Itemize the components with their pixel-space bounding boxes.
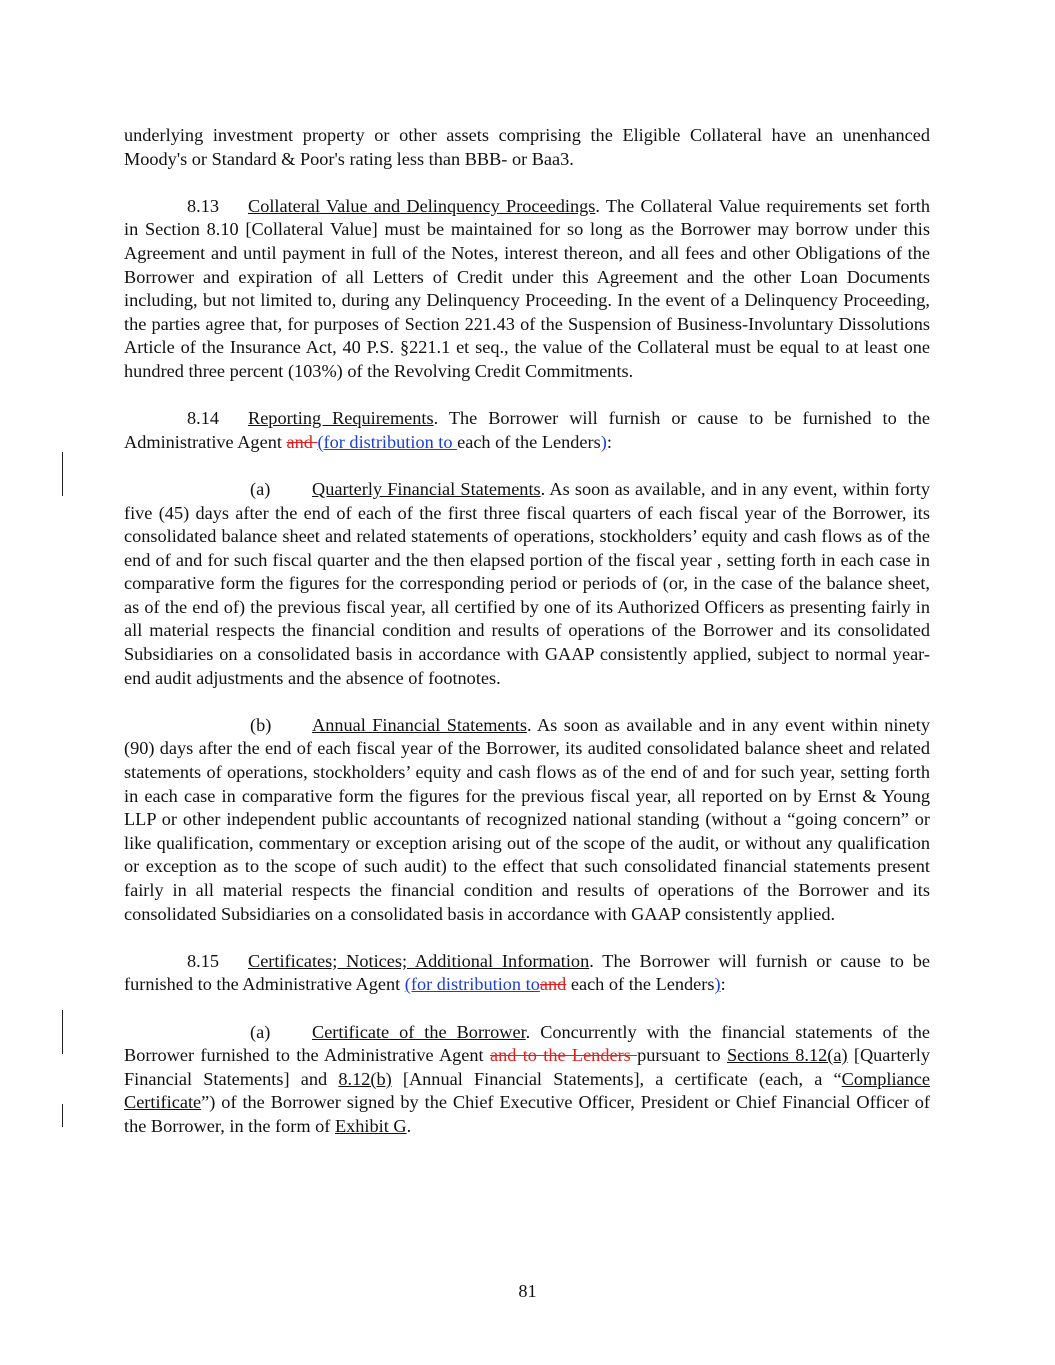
inserted-text: (for distribution to [404,974,540,995]
subsection-body: . [406,1115,412,1136]
section-title: Collateral Value and Delinquency Proceedings [248,195,596,216]
subsection-8-14-b [124,714,930,926]
section-body: each of the Lenders [566,974,715,995]
deleted-text: and [539,974,567,995]
section-8-14 [124,407,930,454]
cross-reference: 8.12(b) [338,1068,392,1089]
subsection-body: . As soon as available and in any event within ninety (90) days after the end of each fiscal year of the Borrower, its audited consolidated balance sheet and related statements of operations, stockholders’ equity and cash flows as of the end of and for such year, setting forth in each case in comparative form the figures for the previous fiscal year, all reported on by Ernst & Young LLP or other independent public accountants of recognized national standing (without a “going concern” or like qualification, commentary or exception arising out of the scope of the audit, or without any qualification or exception as to the scope of such audit) to the effect that such consolidated financial statements present fairly in all material respects the financial condition and results of operations of the Borrower and its consolidated Subsidiaries on a consolidated basis in accordance with GAAP consistently applied. [124,714,930,924]
subsection-title: Annual Financial Statements [312,714,527,735]
inserted-text: ) [600,431,607,452]
subsection-title: Certificate of the Borrower [312,1021,526,1042]
page-number: 81 [518,1281,537,1301]
subsection-number: (b) [250,714,272,735]
subsection-body: . Concurrently with the financial statements of the Borrower furnished to the Administrative Agent [124,1021,930,1066]
subsection-body: ”) of the Borrower signed by the Chief Executive Officer, President or Chief Financial Officer of the Borrower, in the form of [124,1092,930,1136]
inserted-text: ) [714,974,721,995]
deleted-text: and to the Lenders [489,1045,638,1066]
section-body: . The Collateral Value requirements set forth in Section 8.10 [Collateral Value] must be maintained for so long as the Borrower may borrow under this Agreement and until payment in full of the Notes, interest thereon, and all fees and other Obligations of the Borrower and expiration of all Letters of Credit under this Agreement and the other Loan Documents including, but not limited to, during any Delinquency Proceeding. In the event of a Delinquency Proceeding, the parties agree that, for purposes of Section 221.43 of the Suspension of Business-Involuntary Dissolutions Article of the Insurance Act, 40 P.S. §221.1 et seq., the value of the Collateral must be equal to at least one hundred three percent (103%) of the Revolving Credit Commitments. [124,195,930,381]
section-body: : [720,974,726,995]
inserted-text: (for distribution to [317,431,458,452]
subsection-title: Quarterly Financial Statements [312,478,541,499]
section-body: each of the Lenders [457,431,601,452]
document-page [124,124,930,1139]
cross-reference: Sections 8.12(a) [726,1045,848,1066]
subsection-body: . As soon as available, and in any event, within forty five (45) days after the end of each of the first three fiscal quarters of each fiscal year of the Borrower, its consolidated balance sheet and related statements of operations, stockholders’ equity and cash flows as of the end of and for such fiscal quarter and the then elapsed portion of the fiscal year , setting forth in each case in comparative form the figures for the corresponding period or periods of (or, in the case of the balance sheet, as of the end of) the previous fiscal year, all certified by one of its Authorized Officers as presenting fairly in all material respects the financial condition and results of operations of the Borrower and its consolidated Subsidiaries on a consolidated basis in accordance with GAAP consistently applied, subject to normal year-end audit adjustments and the absence of footnotes. [124,478,931,688]
subsection-body: pursuant to [637,1045,727,1066]
section-8-13 [124,195,930,384]
section-number: 8.14 [187,408,219,429]
intro-paragraph: underlying investment property or other assets comprising the Eligible Collateral have an unenhanced Moody's or Standard & Poor's rating less than BBB- or Baa3. [124,125,930,169]
subsection-8-14-a [124,478,930,690]
subsection-8-15-a [124,1021,930,1139]
change-bar [62,1010,63,1054]
defined-term: Compliance Certificate [124,1068,931,1113]
section-number: 8.15 [187,950,219,971]
section-8-15 [124,950,930,997]
change-bar [62,1104,63,1127]
section-body: : [606,431,612,452]
subsection-body: [Quarterly Financial Statements] and [124,1045,930,1089]
section-number: 8.13 [187,195,219,216]
deleted-text: and [286,431,318,452]
exhibit-reference: Exhibit G [334,1115,407,1136]
section-body: . The Borrower will furnish or cause to be furnished to the Administrative Agent [124,950,930,995]
section-title: Certificates; Notices; Additional Information [248,950,590,971]
section-title: Reporting Requirements [248,408,434,429]
change-bar [62,452,63,496]
section-body: . The Borrower will furnish or cause to be furnished to the Administrative Agent [124,408,930,452]
subsection-number: (a) [250,478,271,499]
subsection-body: [Annual Financial Statements], a certificate (each, a “ [391,1068,842,1089]
subsection-number: (a) [250,1021,271,1042]
